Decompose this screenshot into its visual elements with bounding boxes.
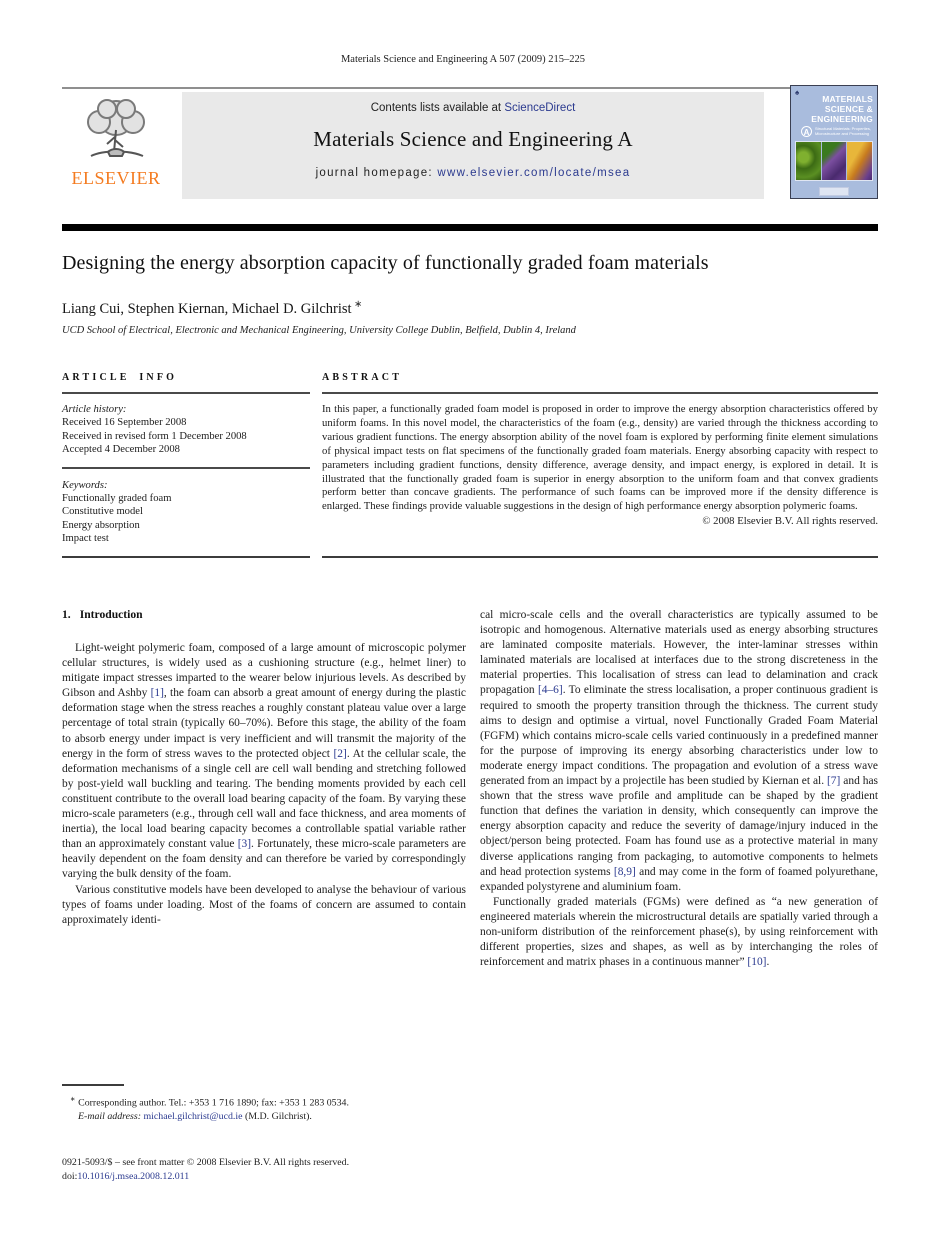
body-left-column: [62, 608, 466, 970]
cover-micrograph-strip: [795, 141, 873, 181]
imprint-block: [62, 1156, 562, 1184]
text-segment: Functionally graded materials (FGMs) were defined as “a new generation of engineered materials wherein the microstructural details are spatially varied through a non-uniform distribution of the reinforcement phase(s), by using reinforcement with different properties, sizes and shapes, as well as by interchanging the roles of reinforcement and matrix phases in a continuous manner”: [480, 895, 878, 969]
body-paragraph: [480, 895, 878, 970]
text-segment: Liang Cui, Stephen Kiernan, Michael D. Gilchrist: [62, 300, 352, 317]
text-segment: Light-weight polymeric foam, composed of a large amount of microscopic polymer cellular structures, is widely used as a cushioning structure (e.g., helmet liner) to mitigate impact stresses imparted to the wearer below injurious levels. As described by Gibson and Ashby: [62, 642, 466, 700]
journal-cover-thumbnail[interactable]: [790, 85, 878, 199]
text-segment: , the foam can absorb a great amount of energy during the plastic deformation stage when the stress reaches a roughly constant plateau value over a large percentage of total strain (typically 60–70%). Before this stage, the ability of the foam to absorb energy under impact is very inefficient and will transmit the majority of the energy in the form of stress waves to the protected object: [62, 687, 466, 760]
body-columns: [62, 608, 878, 970]
authors-line: [62, 299, 878, 318]
footnote-block: [62, 1084, 466, 1123]
text-segment: . At the cellular scale, the deformation mechanisms of a single cell are cell wall bending and stretching followed by post-yield wall buckling and tearing. The bending moments provided by each cell constituent contribute to the overall load bearing capacity of the foam. By varying these micro-scale parameters (e.g., through cell wall and face thickness, and area moments of inertia), the local load bearing capacity becomes a controllable spatial variable rather than an approximately constant value: [62, 747, 467, 851]
text-segment: . Fortunately, these micro-scale parameters are heavily dependent on the foam density and can therefore be varied by correspondingly varying the bulk density of the foam.: [62, 838, 466, 881]
cover-series-letter: A: [801, 126, 812, 137]
keyword-item: Energy absorption: [62, 519, 140, 531]
text-segment: Various constitutive models have been developed to analyse the behaviour of various types of foams under loading. Most of the foams of concern are assumed to contain approximately identi-: [62, 883, 466, 926]
text-segment: cal micro-scale cells and the overall characteristics are typically assumed to be isotropic and homogenous. Alternative materials used as energy absorbing structures are laminated composite materials. However, the inter-laminar stresses within laminated materials are localised at interfaces due to the strong discreteness in the material properties. This localisation of stress can lead to delamination and crack propagation: [480, 609, 878, 697]
cover-elsevier-mark-icon: ♠: [795, 88, 800, 97]
cover-micrograph-green: [796, 142, 821, 180]
keywords-block: [62, 479, 310, 546]
citation-ref-7[interactable]: [7]: [827, 775, 841, 788]
body-paragraph: [62, 641, 466, 883]
contents-lists-line: [182, 102, 764, 114]
running-head: Materials Science and Engineering A 507 (2009) 215–225: [340, 54, 586, 65]
article-info-mid-rule: [62, 467, 310, 469]
text-segment: E-mail address:: [78, 1110, 144, 1122]
body-right-column: [480, 608, 878, 970]
text-segment: and has shown that the stress wave profile and amplitude can be shaped by the gradient function that defines the variation in density, which consequently can improve the energy absorption capacity and reduce the severity of damage/injury induced in the object/person being protected. Foam has found use as a protective material in many diverse applications ranging from packaging, to automotive components to helmets and head protection systems: [480, 775, 878, 878]
citation-ref-8-9[interactable]: [8,9]: [613, 865, 636, 878]
history-item: Received 16 September 2008: [62, 417, 187, 429]
journal-header-band: [62, 88, 878, 199]
text-segment: and may come in the form of foamed polyurethane, expanded polystyrene and aluminium foam.: [480, 865, 878, 893]
sciencedirect-link[interactable]: ScienceDirect: [504, 102, 576, 114]
keywords-label: Keywords:: [62, 479, 108, 491]
elsevier-logo: [62, 92, 170, 199]
journal-banner: [182, 92, 764, 199]
header-divider-bar: [62, 224, 878, 231]
text-segment: . To eliminate the stress localisation, a proper continuous gradient is required to smooth the property transition through the thickness. The current study aims to design and optimise a virtual, novel Functionally Graded Foam Material (FGFM) which contains micro-scale cells varied continuously in a predefined manner for the purpose of improving its energy absorbing characteristics under low to moderate energy impact conditions. The propagation and evolution of a stress wave generated from an impact by a projectile has been studied by Kiernan et al.: [480, 684, 878, 788]
journal-homepage-link[interactable]: www.elsevier.com/locate/msea: [437, 167, 631, 179]
doi-link[interactable]: 10.1016/j.msea.2008.12.011: [77, 1170, 190, 1182]
abstract-heading: ABSTRACT: [322, 372, 403, 383]
citation-ref-2[interactable]: [2]: [333, 747, 347, 760]
email-link[interactable]: michael.gilchrist@ucd.ie: [143, 1110, 243, 1122]
history-item: Accepted 4 December 2008: [62, 444, 180, 456]
corresponding-author-note: [62, 1093, 466, 1110]
journal-title: Materials Science and Engineering A: [313, 127, 633, 151]
section-heading-introduction: 1. Introduction: [62, 608, 143, 621]
citation-ref-10[interactable]: [10]: [747, 956, 767, 969]
journal-homepage-line: [182, 167, 764, 179]
citation-ref-4-6[interactable]: [4–6]: [537, 684, 563, 697]
cover-micrograph-orange: [847, 142, 872, 180]
issn-copyright-line: 0921-5093/$ – see front matter © 2008 Elsevier B.V. All rights reserved.: [62, 1157, 350, 1168]
elsevier-wordmark: ELSEVIER: [71, 168, 161, 188]
abstract-text: In this paper, a functionally graded foam model is proposed in order to improve the energy absorption characteristics offered by uniform foams. In this novel model, the characteristics of the foam (e.g., density) are varied through the thickness according to various gradient functions. The energy absorption ability of the novel foam is explored by performing finite element simulations of physical impact tests on flat specimens of the functionally graded foam materials. Energy absorbing capacity with respect to parameters including gradient functions, density difference, average density, and impact energy, is explored in detail. It is illustrated that the functionally graded foam is superior in energy absorption to the uniform foam and that convex gradients perform better than concave gradients. The performance of such foams can be improved more if the density difference is enlarged. These findings provide valuable suggestions in the design of high performance energy absorption polymeric foams.: [322, 403, 878, 513]
cover-micrograph-purple: [822, 142, 847, 180]
citation-ref-1[interactable]: [1]: [150, 687, 164, 700]
affiliation: UCD School of Electrical, Electronic and Mechanical Engineering, University College Dublin, Belfield, Dublin 4, Ireland: [62, 325, 576, 336]
abstract-heading-rule: [322, 392, 878, 394]
body-paragraph: [62, 883, 466, 928]
abstract-column: [322, 368, 878, 558]
article-history-block: [62, 403, 310, 457]
info-abstract-section: [62, 368, 878, 558]
corresponding-author-mark: ∗: [351, 299, 363, 310]
header-top-rule: [62, 87, 878, 89]
text-segment: ∗: [70, 1096, 76, 1103]
doi-line: [62, 1170, 562, 1184]
keyword-item: Constitutive model: [62, 506, 143, 518]
article-history-label: Article history:: [62, 404, 127, 415]
text-segment: journal homepage:: [315, 167, 438, 179]
email-address-note: [62, 1110, 466, 1123]
body-paragraph: [480, 608, 878, 895]
text-segment: doi:: [62, 1170, 78, 1182]
cover-subtitle: Structural Materials: Properties, Microstructure and Processing: [815, 126, 872, 136]
text-segment: Corresponding author. Tel.: +353 1 716 1890; fax: +353 1 283 0534.: [75, 1097, 349, 1109]
article-info-column: [62, 368, 310, 558]
text-segment: .: [766, 956, 770, 969]
abstract-copyright: © 2008 Elsevier B.V. All rights reserved.: [702, 515, 878, 528]
citation-ref-3[interactable]: [3]: [237, 838, 252, 851]
footnote-rule: [62, 1084, 124, 1086]
cover-title: MATERIALS SCIENCE & ENGINEERING: [811, 94, 873, 124]
article-title: Designing the energy absorption capacity of functionally graded foam materials: [62, 252, 709, 274]
keyword-item: Impact test: [62, 533, 109, 545]
text-segment: Contents lists available at: [370, 102, 505, 114]
article-info-heading-rule: [62, 392, 310, 394]
article-info-heading: ARTICLE INFO: [62, 372, 178, 383]
text-segment: (M.D. Gilchrist).: [242, 1110, 312, 1122]
history-item: Received in revised form 1 December 2008: [62, 430, 247, 442]
elsevier-tree-icon: [77, 92, 155, 168]
keyword-item: Functionally graded foam: [62, 493, 172, 505]
cover-publisher-mark: [819, 187, 849, 196]
